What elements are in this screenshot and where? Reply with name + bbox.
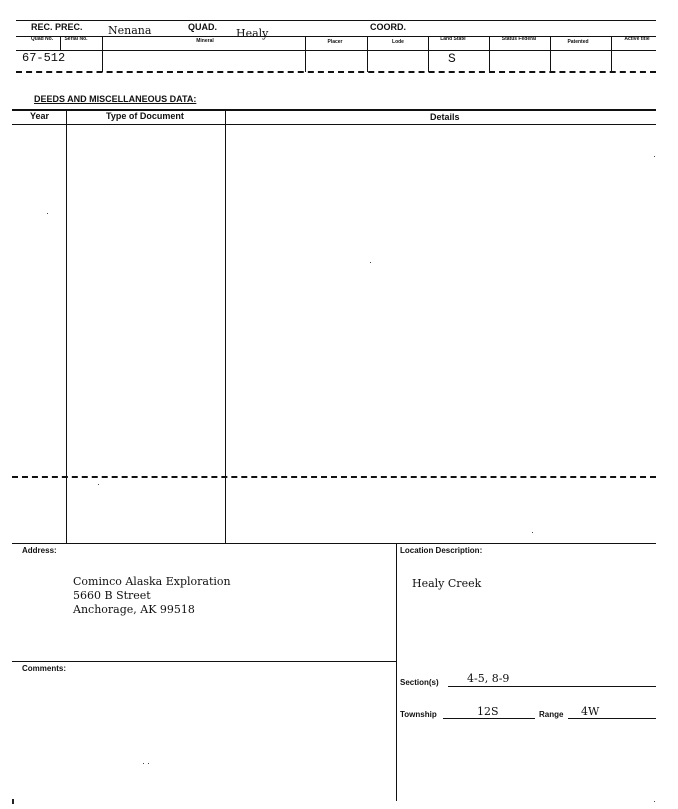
col-placer: Placer xyxy=(327,39,343,45)
scan-speck xyxy=(12,799,14,804)
divider-mineral-placer xyxy=(305,36,306,72)
township-underline xyxy=(443,718,535,719)
address-line-1: Cominco Alaska Exploration xyxy=(73,575,231,588)
address-line-2: 5660 B Street xyxy=(73,589,151,602)
divider-quad-serial xyxy=(60,36,61,50)
col-active-title: Active title xyxy=(624,36,650,42)
deeds-header-rule xyxy=(12,124,656,125)
quad-serial-value: 67-512 xyxy=(22,51,66,65)
column-header-rule xyxy=(16,50,656,51)
location-description-label: Location Description: xyxy=(400,546,483,555)
quad-value: Healy xyxy=(236,27,269,40)
township-label: Township xyxy=(400,710,437,719)
divider-lode-land xyxy=(428,36,429,72)
deeds-col-type: Type of Document xyxy=(106,111,184,121)
scan-speck xyxy=(654,801,655,802)
col-mineral: Mineral xyxy=(196,38,214,44)
col-patented: Patented xyxy=(567,39,589,45)
scan-speck xyxy=(98,484,99,485)
divider-status-patented xyxy=(550,36,551,72)
scan-speck xyxy=(370,262,371,263)
lower-center-divider xyxy=(396,543,397,801)
deeds-dashed-rule xyxy=(12,476,656,478)
col-serial-no: Serial No. xyxy=(64,36,88,42)
lower-section-top-rule xyxy=(12,543,656,544)
divider-placer-lode xyxy=(367,36,368,72)
range-underline xyxy=(568,718,656,719)
township-value: 12S xyxy=(477,705,499,718)
divider-serial-mineral xyxy=(102,36,103,72)
col-land-state: Land State xyxy=(440,36,466,42)
rec-prec-value: Nenana xyxy=(108,24,152,37)
scan-speck xyxy=(148,763,149,764)
scan-speck xyxy=(654,156,655,157)
col-status-federal: Status Federal xyxy=(501,36,537,42)
range-label: Range xyxy=(539,710,564,719)
coord-label: COORD. xyxy=(370,22,406,32)
rec-prec-label: REC. PREC. xyxy=(31,22,83,32)
comments-label: Comments: xyxy=(22,664,67,673)
divider-land-status xyxy=(489,36,490,72)
sections-underline xyxy=(448,686,656,687)
deeds-col-year: Year xyxy=(30,111,50,121)
col-quad-no: Quad No. xyxy=(30,36,54,42)
scan-speck xyxy=(47,213,48,214)
sections-value: 4-5, 8-9 xyxy=(467,672,510,685)
header-top-rule xyxy=(16,20,656,21)
record-bottom-dashed-rule xyxy=(16,71,656,73)
location-description-value: Healy Creek xyxy=(412,577,482,590)
address-line-3: Anchorage, AK 99518 xyxy=(73,603,195,616)
divider-patented-active xyxy=(611,36,612,72)
range-value: 4W xyxy=(581,705,600,718)
deeds-col-details: Details xyxy=(430,112,460,122)
deeds-section-title: DEEDS AND MISCELLANEOUS DATA: xyxy=(34,94,197,104)
scan-speck xyxy=(532,532,533,533)
sections-label: Section(s) xyxy=(400,678,439,687)
header-mid-rule xyxy=(16,36,656,37)
address-label: Address: xyxy=(22,546,57,555)
quad-label: QUAD. xyxy=(188,22,217,32)
land-state-value: S xyxy=(448,51,456,66)
col-lode: Lode xyxy=(392,39,404,45)
comments-top-rule xyxy=(12,661,396,662)
scan-speck xyxy=(143,763,144,764)
